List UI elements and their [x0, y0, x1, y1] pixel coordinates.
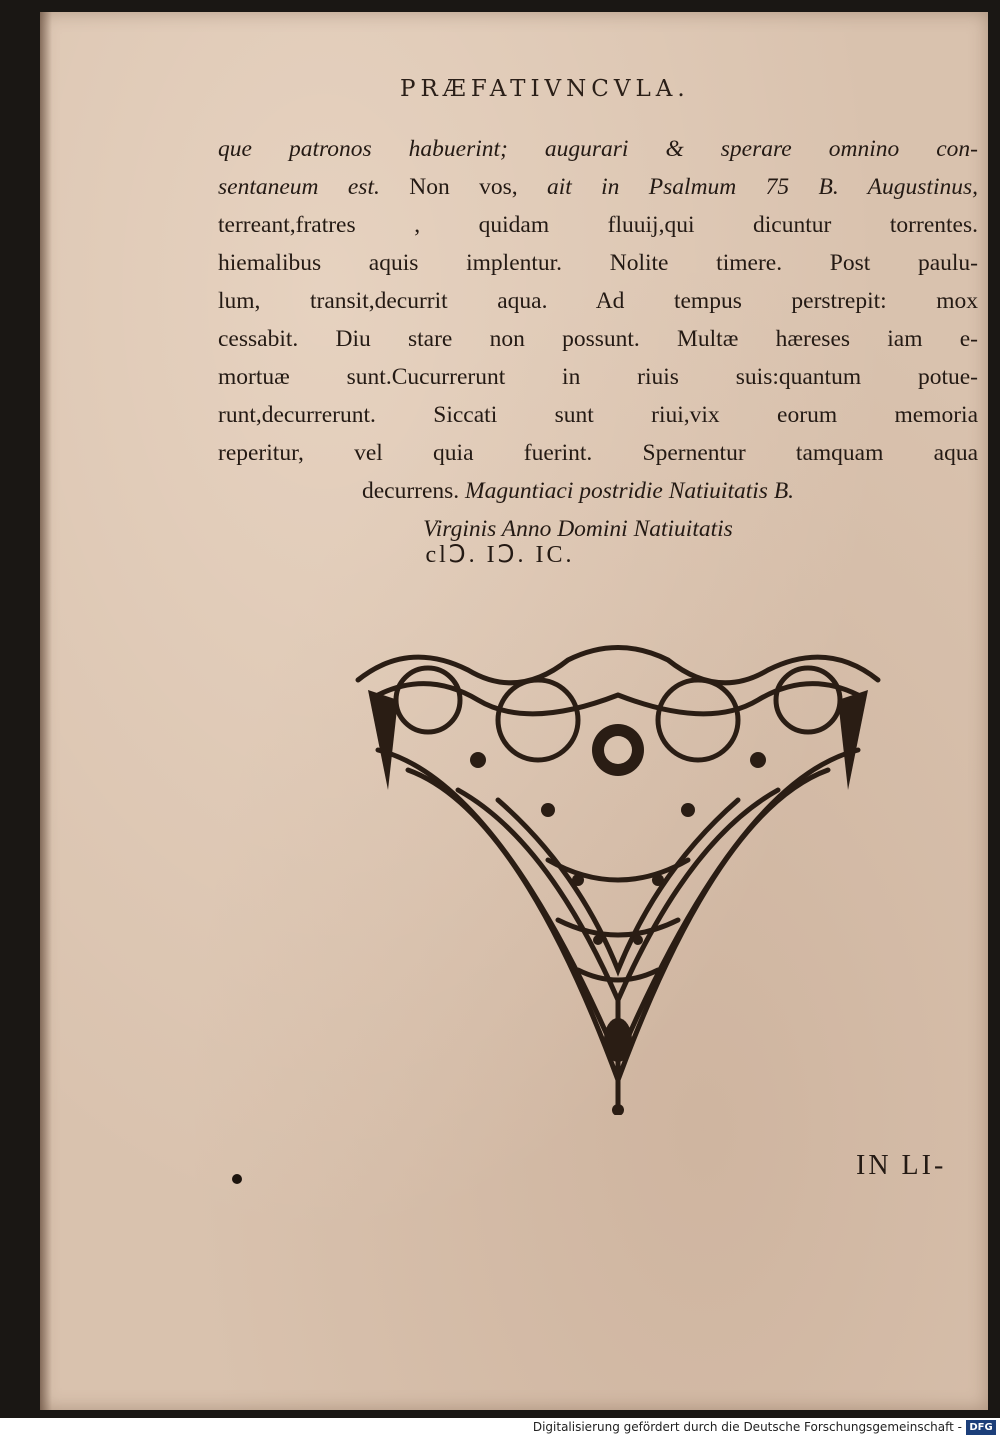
- digitization-footer: [0, 1418, 1000, 1438]
- running-header: PRÆFATIVNCVLA.: [400, 76, 690, 102]
- text-segment: que patronos habuerint; augurari & sperare omnino con-: [218, 136, 978, 162]
- body-lines: [218, 130, 978, 472]
- closing-line-2: Virginis Anno Domini Natiuitatis: [423, 516, 733, 542]
- text-segment: ait in Psalmum 75 B. Augustinus,: [546, 174, 978, 200]
- body-text: [218, 130, 978, 548]
- text-segment: mortuæ sunt.Cucurrerunt in riuis suis:quantum potue-: [218, 364, 978, 390]
- woodcut-ornament: [348, 640, 888, 1115]
- text-line: [218, 396, 978, 434]
- text-line: [218, 434, 978, 472]
- text-segment: sentaneum est.: [218, 174, 380, 200]
- text-segment: Non vos,: [409, 174, 518, 200]
- text-line: [218, 282, 978, 320]
- closing-place-date: Maguntiaci postridie Natiuitatis B.: [465, 478, 795, 504]
- text-line: [218, 244, 978, 282]
- printer-mark-dot: [232, 1174, 242, 1184]
- text-line: [218, 168, 978, 206]
- text-line: [218, 320, 978, 358]
- catchword: IN LI-: [856, 1150, 947, 1181]
- text-segment: lum, transit,decurrit aqua. Ad tempus perstrepit: mox: [218, 288, 978, 314]
- text-segment: runt,decurrerunt. Siccati sunt riui,vix eorum memoria: [218, 402, 978, 428]
- text-segment: hiemalibus aquis implentur. Nolite timere. Post paulu-: [218, 250, 978, 276]
- text-segment: terreant,fratres , quidam fluuij,qui dicuntur torrentes.: [218, 212, 978, 238]
- page-gutter-shadow: [40, 12, 52, 1410]
- roman-year: clↃ. IↃ. IC.: [425, 542, 575, 568]
- text-line: [218, 206, 978, 244]
- closing-line-1: [218, 472, 978, 510]
- dfg-logo: DFG: [966, 1420, 996, 1435]
- text-segment: reperitur, vel quia fuerint. Spernentur tamquam aqua: [218, 440, 978, 466]
- footer-credit: Digitalisierung gefördert durch die Deutsche Forschungsgemeinschaft -: [532, 1420, 962, 1434]
- closing-word: decurrens.: [361, 478, 460, 504]
- text-line: [218, 130, 978, 168]
- text-line: [218, 358, 978, 396]
- text-segment: cessabit. Diu stare non possunt. Multæ hæreses iam e-: [218, 326, 978, 352]
